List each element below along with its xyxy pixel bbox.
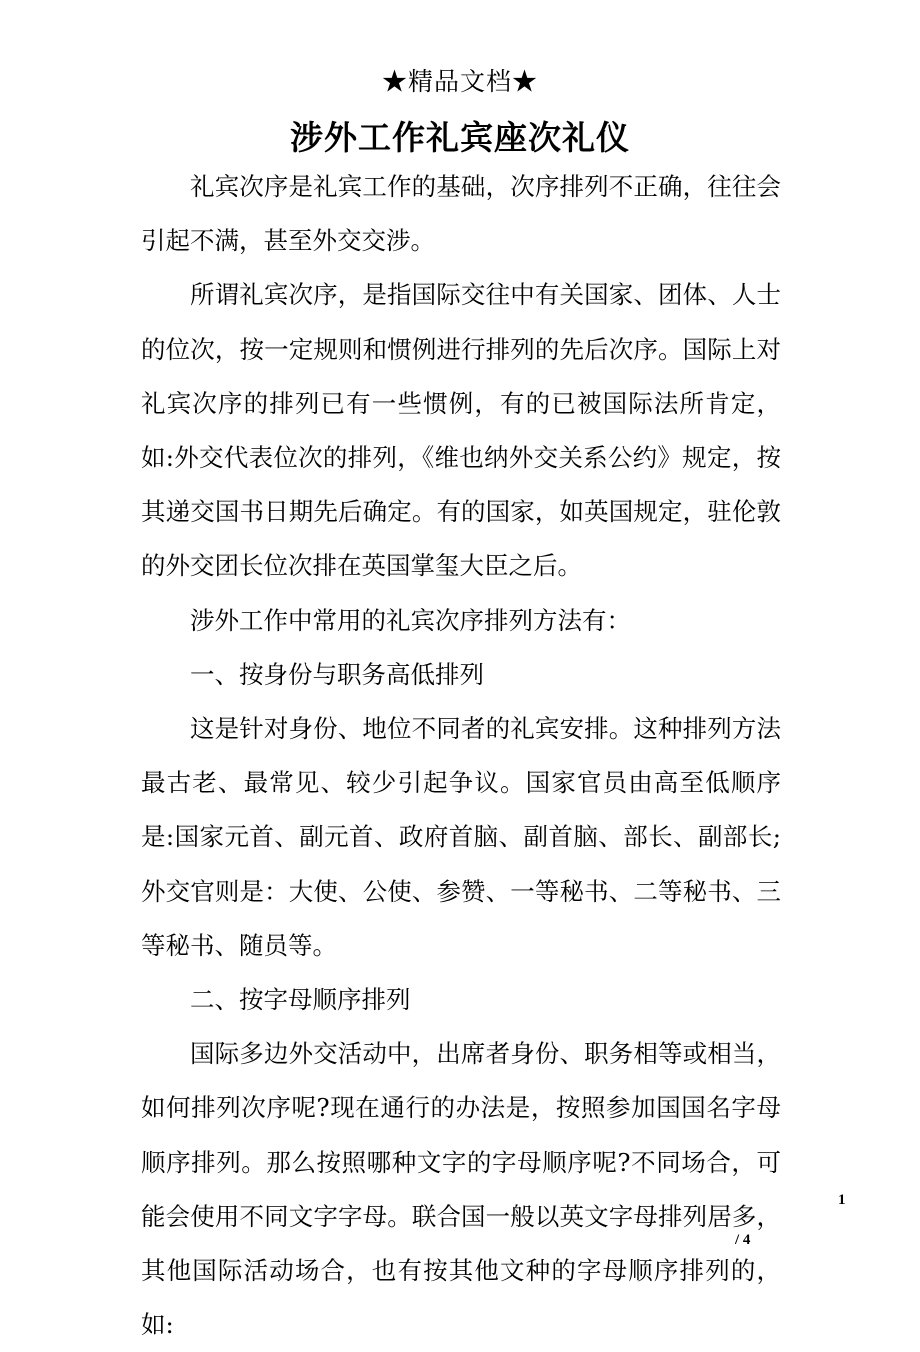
page-number: 1 (838, 1192, 846, 1208)
page-total: / 4 (735, 1232, 751, 1248)
section-heading: 二、按字母顺序排列 (190, 985, 411, 1015)
document-body (141, 160, 781, 1352)
document-header: ★精品文档★ (381, 67, 538, 96)
paragraph: 这是针对身份、地位不同者的礼宾安排。这种排列方法最古老、最常见、较少引起争议。国家官员由高至低顺序是:国家元首、副元首、政府首脑、副首脑、部长、副部长;外交官则是：大使、公使、参赞、一等秘书、二等秘书、三等秘书、随员等。 (141, 714, 781, 960)
paragraph: 礼宾次序是礼宾工作的基础，次序排列不正确，往往会引起不满，甚至外交交涉。 (141, 172, 781, 256)
paragraph: 国际多边外交活动中，出席者身份、职务相等或相当，如何排列次序呢?现在通行的办法是，按照参加国国名字母顺序排列。那么按照哪种文字的字母顺序呢?不同场合，可能会使用不同文字字母。联合国一般以英文字母排列居多，其他国际活动场合，也有按其他文种的字母顺序排列的，如: (141, 1039, 781, 1340)
section-heading: 一、按身份与职务高低排列 (190, 659, 484, 689)
paragraph: 涉外工作中常用的礼宾次序排列方法有： (190, 605, 631, 635)
document-title: 涉外工作礼宾座次礼仪 (290, 118, 630, 157)
paragraph: 所谓礼宾次序，是指国际交往中有关国家、团体、人士的位次，按一定规则和惯例进行排列的先后次序。国际上对礼宾次序的排列已有一些惯例，有的已被国际法所肯定，如:外交代表位次的排列，《维也纳外交关系公约》规定，按其递交国书日期先后确定。有的国家，如英国规定，驻伦敦的外交团长位次排在英国掌玺大臣之后。 (141, 280, 781, 581)
